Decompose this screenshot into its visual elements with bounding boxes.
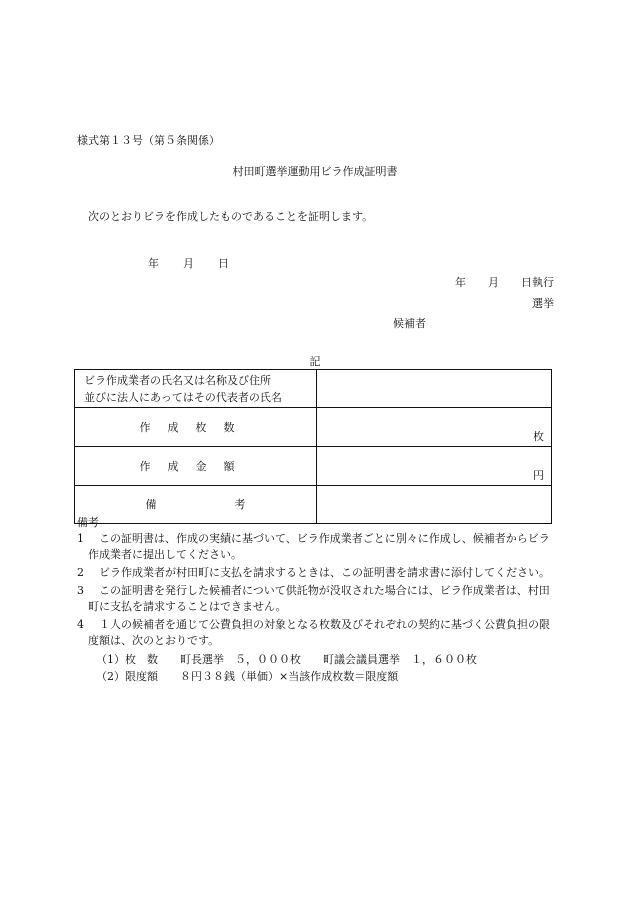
- note-item: [77, 583, 557, 615]
- date-month: 月: [183, 257, 194, 270]
- election-label: 選挙: [532, 297, 554, 310]
- form-number: 様式第１３号（第５条関係）: [77, 134, 220, 147]
- table-row: [75, 447, 552, 486]
- amount-label: 作成金額: [75, 447, 317, 486]
- exec-day: 日執行: [521, 276, 554, 289]
- note-item: [77, 617, 557, 649]
- table-row: [75, 408, 552, 447]
- document-title: 村田町選挙運動用ビラ作成証明書: [232, 165, 398, 178]
- note-item: [77, 565, 557, 581]
- sheet-count-label: 作成枚数: [75, 408, 317, 447]
- intro-text: 次のとおりビラを作成したものであることを証明します。: [88, 210, 374, 223]
- vendor-label-cell: [75, 370, 317, 408]
- notes-heading: 備考: [77, 516, 99, 529]
- vendor-label-line1: ビラ作成業者の氏名又は名称及び住所: [84, 373, 271, 387]
- candidate-label: 候補者: [393, 317, 426, 330]
- notes-section: [77, 517, 557, 685]
- limit-amount-line: （2）限度額 ８円３８銭（単価）×当該作成枚数＝限度額: [96, 670, 399, 683]
- vendor-label-line2: 並びに法人にあってはその代表者の氏名: [84, 390, 282, 404]
- vendor-value-cell[interactable]: [317, 370, 552, 408]
- remarks-label-b: 考: [234, 498, 246, 511]
- yen-unit: 円: [533, 469, 544, 482]
- execution-date-line: [433, 277, 554, 288]
- exec-month: 月: [488, 276, 499, 289]
- note-text: この証明書は、作成の実績に基づいて、ビラ作成業者ごとに別々に作成し、候補者からビラ作成業者に提出してください。: [88, 532, 550, 561]
- date-day: 日: [218, 257, 229, 270]
- certificate-table: [74, 369, 552, 524]
- note-text: １人の候補者を通じて公費負担の対象となる枚数及びそれぞれの契約に基づく公費負担の限度額は、次のとおりです。: [88, 618, 550, 647]
- exec-year: 年: [455, 276, 466, 289]
- limit-count-line: （1）枚 数 町長選挙 ５，０００枚 町議会議員選挙 １，６００枚: [96, 653, 477, 666]
- table-row: [75, 370, 552, 408]
- amount-cell[interactable]: [317, 447, 552, 486]
- note-item: [77, 531, 557, 563]
- date-year: 年: [148, 257, 159, 270]
- note-text: ビラ作成業者が村田町に支払を請求するときは、この証明書を請求書に添付してください。: [88, 566, 550, 579]
- note-number: 3: [77, 584, 84, 597]
- remarks-label-a: 備: [145, 498, 157, 511]
- note-text: この証明書を発行した候補者について供託物が没収された場合には、ビラ作成業者は、村田町に支払を請求することはできません。: [88, 584, 550, 613]
- note-number: 1: [77, 532, 84, 545]
- note-number: 4: [77, 618, 84, 631]
- sheet-unit: 枚: [533, 430, 544, 443]
- issue-date-line: [148, 258, 253, 269]
- sheet-count-cell[interactable]: [317, 408, 552, 447]
- note-number: 2: [77, 566, 84, 579]
- ki-heading: 記: [309, 355, 321, 368]
